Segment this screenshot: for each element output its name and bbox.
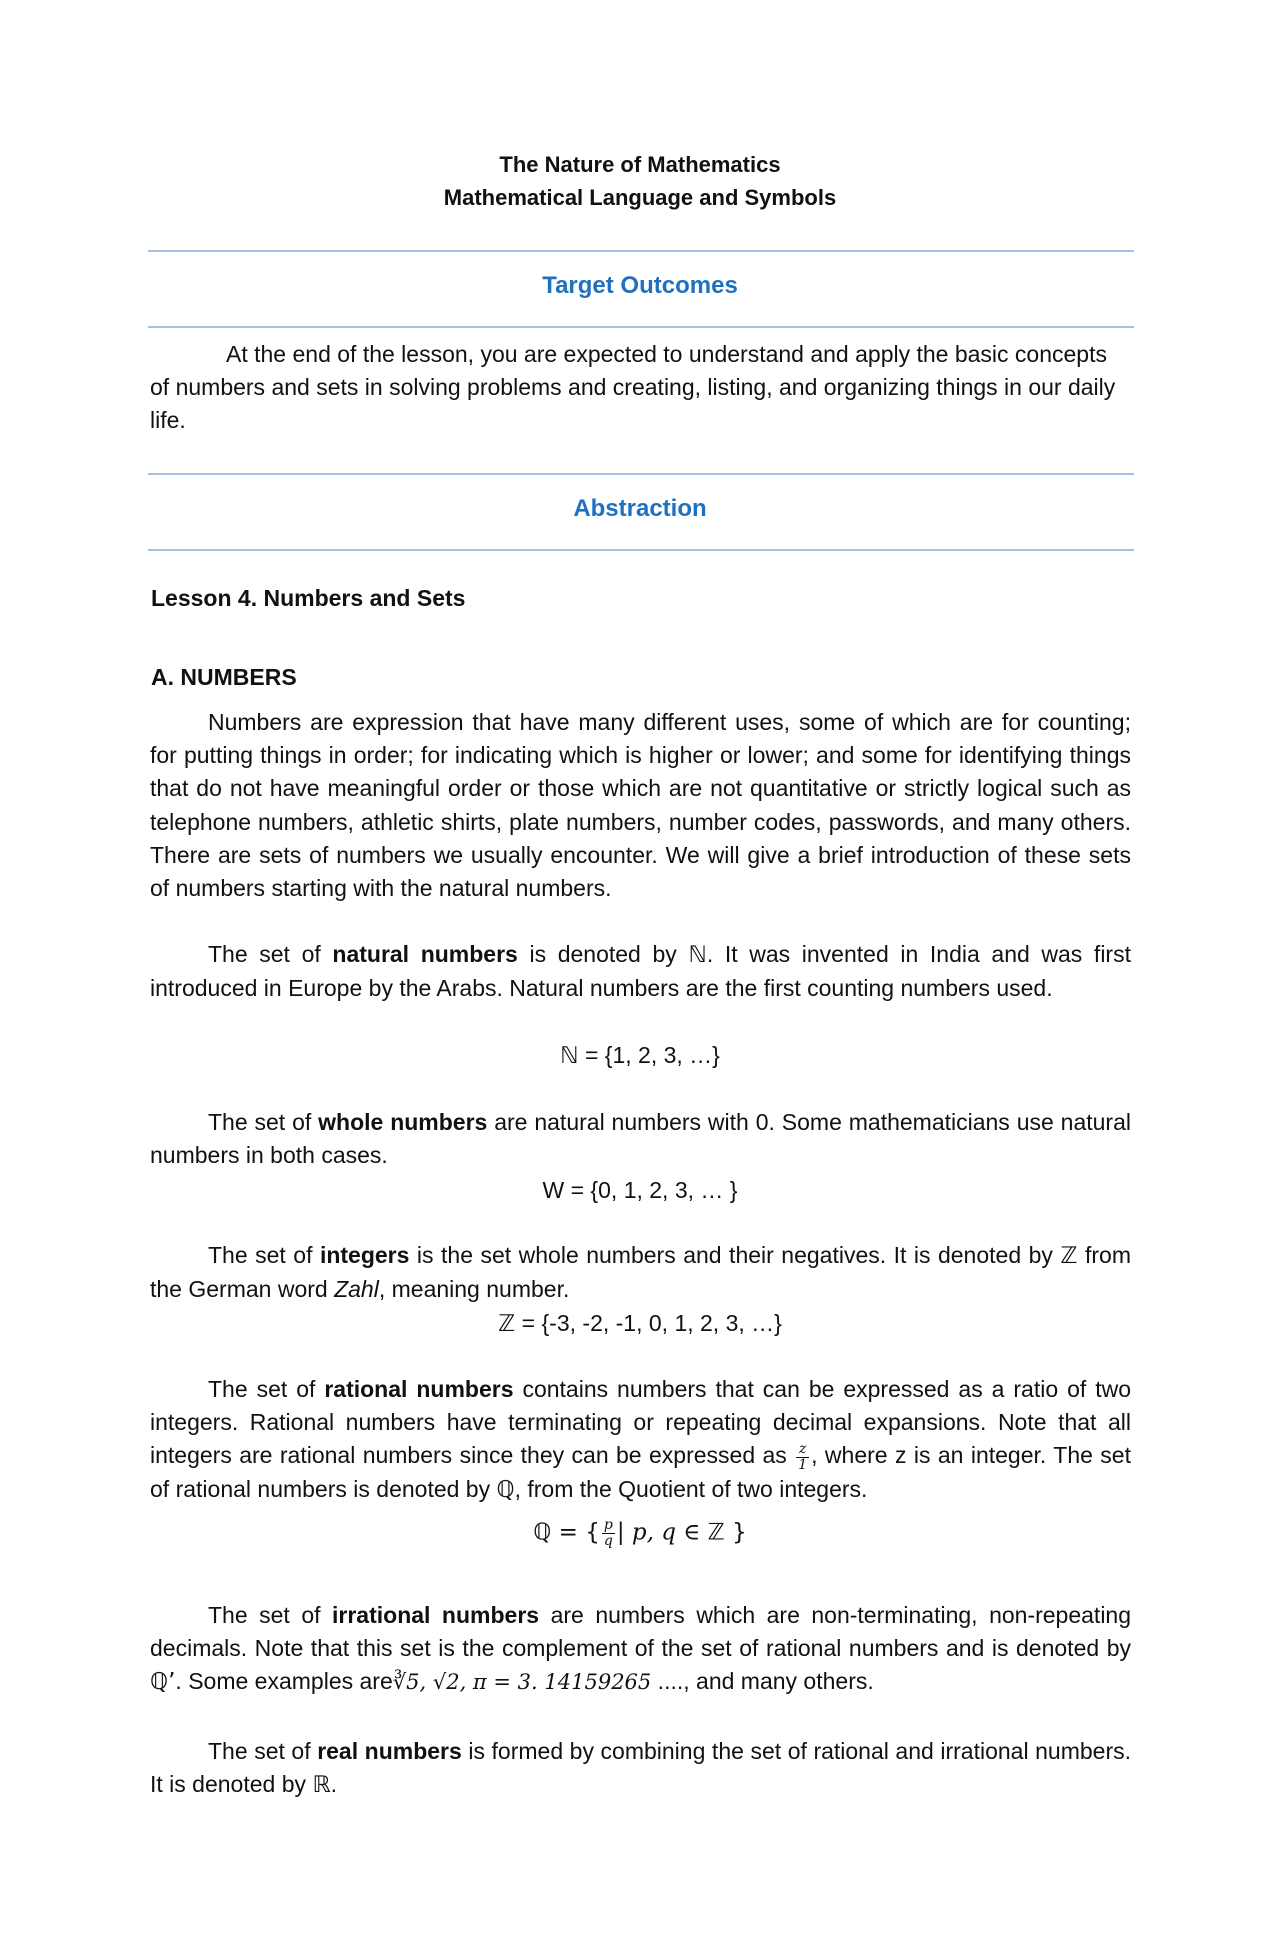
natural-numbers-paragraph [150,938,1131,1005]
document-title: The Nature of Mathematics [499,152,781,177]
document-subtitle: Mathematical Language and Symbols [443,185,837,210]
integers-symbol: ℤ [1060,1243,1078,1269]
text-run: ...., and many others. [651,1668,874,1695]
formula-set-symbol: ℤ [707,1519,725,1546]
irrational-numbers-symbol: ℚ’ [150,1669,176,1696]
target-outcomes-heading: Target Outcomes [542,272,738,299]
divider [148,326,1134,328]
text-run: is formed by combining the set of rational and irrational numbers. It is denoted by [150,1738,1132,1798]
fraction-denominator: 1 [798,1456,808,1473]
abstraction-heading: Abstraction [573,495,707,522]
irrational-numbers-term: irrational numbers [332,1602,540,1628]
divider [148,549,1134,551]
irrational-numbers-paragraph [150,1599,1131,1700]
whole-numbers-paragraph [150,1106,1131,1172]
numbers-intro-paragraph [150,706,1131,905]
text-run: . [330,1771,337,1798]
divider [148,250,1134,252]
natural-numbers-symbol: ℕ [688,942,707,968]
text-run: . It was invented in India and was first introduced in Europe by the Arabs. Natural numbers are the first counting numbers used. [150,941,1131,1002]
natural-numbers-term: natural numbers [332,941,518,967]
text-run: are natural numbers with 0. Some mathematicians use natural numbers in both cases. [150,1109,1131,1169]
integers-term: integers [319,1242,410,1268]
real-numbers-symbol: ℝ [312,1772,331,1799]
fraction-denominator: q [603,1533,613,1549]
numbers-intro-text: Numbers are expression that have many different uses, some of which are for counting; for putting things in order; for indicating which is higher or lower; and some for identifying things that do not have meaningful order or those which are not quantitative or strictly logical such as telephone numbers, athletic shirts, plate numbers, number codes, passwords, and many others. There are sets of numbers we usually encounter. We will give a brief introduction of these sets of numbers starting with the natural numbers. [150,709,1131,902]
rational-numbers-formula [0,1518,1280,1549]
whole-numbers-formula: W = {0, 1, 2, 3, … } [542,1177,738,1203]
text-run: The set of [208,1602,333,1628]
fraction-numerator: p [603,1517,613,1533]
text-run: contains numbers that can be expressed as a ratio of two integers. Rational numbers have terminating or repeating decimal expansions. Note that all integers are rational numbers since they can be expressed as [150,1376,1131,1469]
lesson-title: Lesson 4. Numbers and Sets [151,585,466,611]
text-run: from the German word [150,1242,1132,1303]
text-run: is the set whole numbers and their negatives. It is denoted by [409,1242,1061,1268]
section-a-heading: A. NUMBERS [151,664,297,690]
rational-numbers-term: rational numbers [324,1376,514,1402]
real-numbers-paragraph [150,1735,1131,1802]
p-over-q-fraction [602,1518,615,1549]
rational-numbers-symbol: ℚ [496,1476,515,1503]
text-run: , where z is an integer. The set of rational numbers is denoted by [150,1442,1131,1502]
text-run: The set of [208,1109,319,1135]
text-run: The set of [208,941,333,967]
text-run: , meaning number. [378,1276,570,1303]
integers-paragraph [150,1239,1131,1306]
formula-condition: | p, q ∈ [616,1519,708,1546]
text-run: The set of [208,1376,325,1402]
target-outcomes-text: At the end of the lesson, you are expected to understand and apply the basic concepts of numbers and sets in solving problems and creating, listing, and organizing things in our daily life. [150,341,1116,434]
natural-numbers-formula: ℕ = {1, 2, 3, …} [560,1042,720,1068]
text-run: are numbers which are non-terminating, non-repeating decimals. Note that this set is the complement of the set of rational numbers and is denoted by [150,1602,1132,1662]
real-numbers-term: real numbers [317,1738,462,1764]
whole-numbers-term: whole numbers [318,1109,488,1135]
irrational-examples: ∛5, √2, π = 3. 14159265 [392,1670,652,1695]
text-run: The set of [208,1242,320,1268]
divider [148,473,1134,475]
text-run: The set of [208,1738,318,1764]
rational-numbers-paragraph [150,1373,1131,1507]
formula-lhs: ℚ = { [533,1519,600,1546]
text-run: . Some examples are [175,1668,393,1695]
zahl-word: Zahl [334,1276,379,1303]
text-run: , from the Quotient of two integers. [514,1475,868,1502]
text-run: is denoted by [517,941,689,967]
formula-close: } [724,1519,747,1546]
fraction-numerator: z [796,1442,809,1458]
z-over-1-fraction [796,1442,809,1473]
integers-formula: ℤ = {-3, -2, -1, 0, 1, 2, 3, …} [498,1310,782,1336]
